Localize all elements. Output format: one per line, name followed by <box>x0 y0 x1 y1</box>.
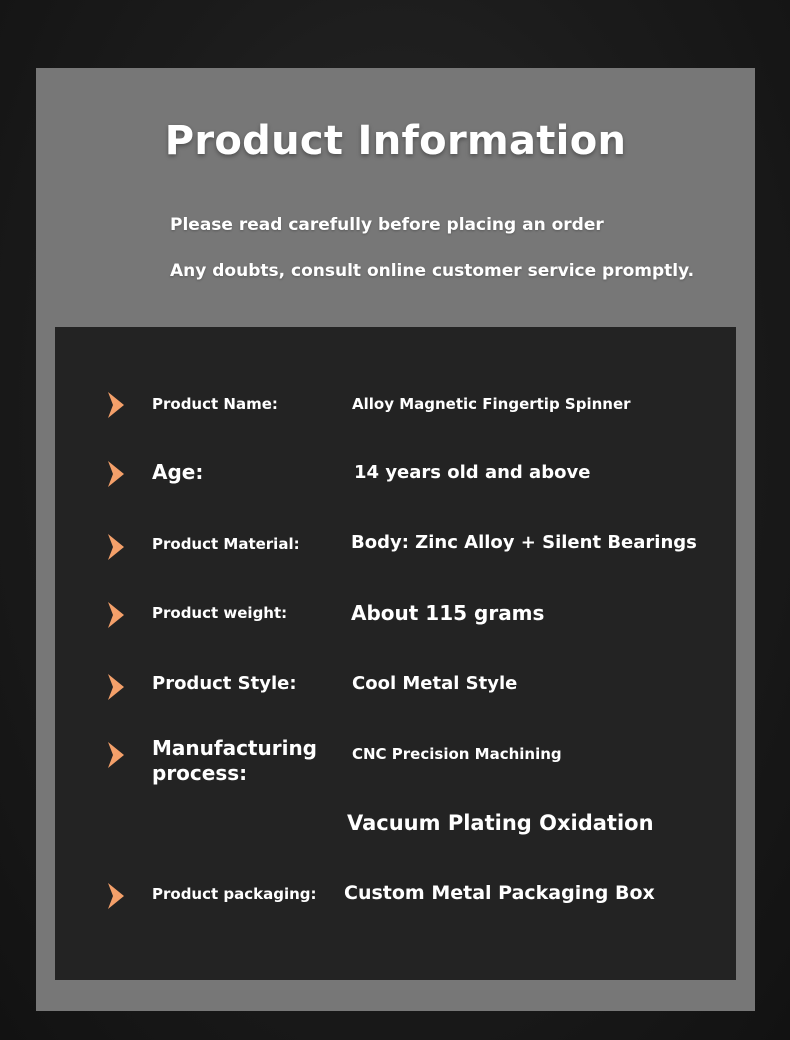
service-notice: Any doubts, consult online customer service promptly. <box>170 261 695 281</box>
spec-value: Cool Metal Style <box>352 673 518 694</box>
spec-label: Manufacturing process: <box>152 736 317 785</box>
orange-arrow-icon <box>105 532 127 562</box>
spec-label: Product Style: <box>152 673 297 694</box>
orange-arrow-icon <box>105 740 127 770</box>
spec-label: Product packaging: <box>152 885 317 903</box>
spec-value-secondary: Vacuum Plating Oxidation <box>347 811 654 835</box>
spec-value: CNC Precision Machining <box>352 745 562 763</box>
order-notice: Please read carefully before placing an order <box>170 215 604 235</box>
orange-arrow-icon <box>105 390 127 420</box>
spec-value: About 115 grams <box>351 601 545 625</box>
orange-arrow-icon <box>105 600 127 630</box>
spec-card <box>55 327 736 980</box>
spec-value: Alloy Magnetic Fingertip Spinner <box>352 395 631 413</box>
spec-label: Product Material: <box>152 535 300 553</box>
orange-arrow-icon <box>105 672 127 702</box>
page-title: Product Information <box>164 118 627 164</box>
orange-arrow-icon <box>105 881 127 911</box>
spec-value: 14 years old and above <box>354 462 591 483</box>
spec-label: Product Name: <box>152 395 278 413</box>
spec-value: Body: Zinc Alloy + Silent Bearings <box>351 532 697 553</box>
orange-arrow-icon <box>105 459 127 489</box>
spec-value: Custom Metal Packaging Box <box>344 882 655 904</box>
spec-label: Product weight: <box>152 604 288 622</box>
spec-label: Age: <box>152 460 204 484</box>
